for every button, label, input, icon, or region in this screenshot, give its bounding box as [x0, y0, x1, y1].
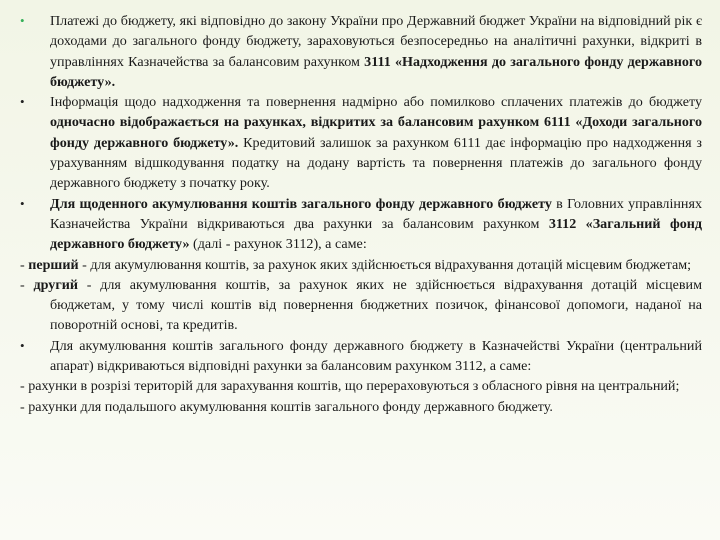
dash-item-first	[20, 255, 702, 275]
dash-item-text: - рахунки для подальшого акумулювання коштів загального фонду державного бюджету.	[20, 398, 553, 415]
slide-body	[20, 11, 702, 417]
dash-item-keyword: другий	[33, 276, 78, 293]
bullet-paragraph-4	[20, 336, 702, 377]
dash-item-territories	[20, 376, 702, 396]
paragraph-text: Платежі до бюджету, які відповідно до закону України про Державний бюджет України на відповідний рік є доходами до загального фонду бюджету, зараховуються безпосередньо на аналітичні рахунки, відкриті в управліннях Казначейства за балансовим рахунком	[50, 13, 702, 70]
paragraph-bold-text: одночасно відображається на рахунках, відкритих за балансовим рахунком 6111 «Доходи загального фонду державного бюджету».	[50, 114, 702, 151]
paragraph-text: Кредитовий залишок за рахунком 6111 дає інформацію про надходження з урахуванням відшкодування податку на додану вартість та повернення платежів до загального фонду державного бюджету з початку року.	[50, 134, 702, 192]
paragraph-bold-text: Для щоденного акумулювання коштів загального фонду державного бюджету	[50, 195, 552, 212]
bullet-paragraph-2	[20, 92, 702, 193]
paragraph-text: Для акумулювання коштів загального фонду державного бюджету в Казначействі України (центральний апарат) відкриваються відповідні рахунки за балансовим рахунком 3112, а саме:	[50, 337, 702, 375]
dash-item-keyword: перший	[28, 256, 79, 273]
dash-item-text: - для акумулювання коштів, за рахунок яких здійснюється відрахування дотацій місцевим бюджетам;	[78, 256, 692, 273]
bullet-marker: •	[20, 13, 25, 28]
dash-item-accumulation	[20, 397, 702, 417]
bullet-paragraph-1	[20, 11, 702, 92]
dash-item-text: - для акумулювання коштів, за рахунок яких не здійснюється відрахування дотацій місцевим бюджетам, у тому числі коштів від повернення бюджетних позичок, фінансової допомоги, наданої на поворотній основі, та кредитів.	[50, 276, 702, 334]
paragraph-text: (далі - рахунок 3112), а саме:	[189, 236, 367, 253]
paragraph-bold-text: 3112 «Загальний фонд державного бюджету»	[50, 215, 702, 253]
bullet-marker: •	[20, 195, 25, 211]
paragraph-bold-text: 3111 «Надходження до загального фонду державного бюджету».	[50, 53, 702, 90]
bullet-marker: •	[20, 337, 25, 353]
dash-marker: -	[20, 276, 34, 293]
dash-item-second	[20, 275, 702, 336]
dash-marker: -	[20, 256, 29, 273]
bullet-marker: •	[20, 94, 25, 110]
bullet-paragraph-3	[20, 194, 702, 255]
paragraph-text: Інформація щодо надходження та повернення надмірно або помилково сплачених платежів до бюджету	[50, 94, 702, 111]
dash-item-text: - рахунки в розрізі територій для зарахування коштів, що перераховуються з обласного рівня на центральний;	[20, 378, 680, 395]
paragraph-text: в Головних управліннях Казначейства України відкриваються два рахунки за балансовим рахунком	[50, 195, 702, 232]
